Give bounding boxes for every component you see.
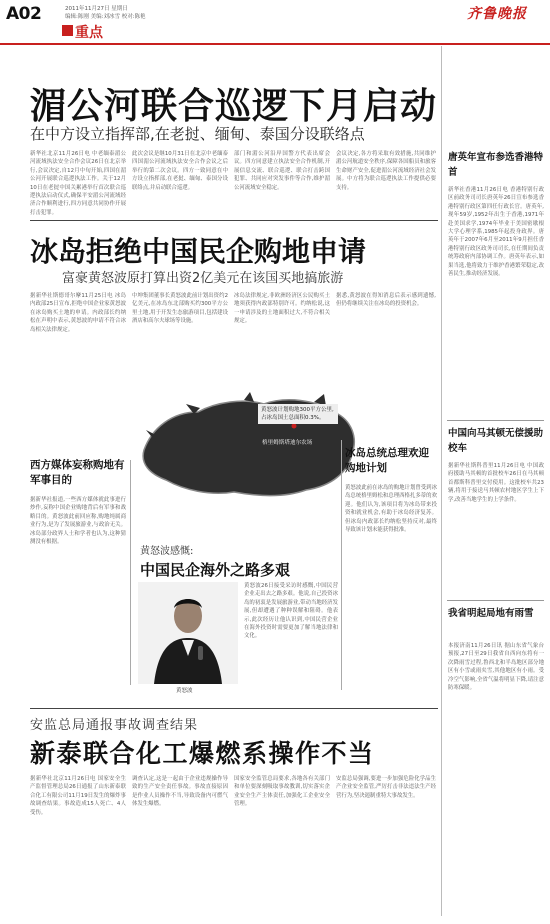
story-iceland-col3: 冰岛法律规定,非欧洲经济区公民购买土地须获得内政部特别许可。约纳松说,这一申请涉及的土地面积过大,不符合相关规定。 — [234, 293, 330, 325]
story-xintai-col2: 调查认定,这是一起由于企业违规操作导致的生产安全责任事故。事故直接原因是作业人员操作不当,导致设备内可燃气体发生爆燃。 — [132, 776, 228, 808]
staff-line: 编辑:陈刚 美编:刘冰雪 校对:陈艳 — [65, 14, 146, 20]
story-xintai-col1: 据新华社北京11月26日电 国家安全生产监督管理总局26日通报了山东新泰联合化工有限公司11月19日发生的爆炸事故调查结果。事故造成15人死亡、4人受伤。 — [30, 776, 126, 816]
page-code: A02 — [6, 4, 42, 24]
sidebox-right-title: 冰岛总统总理欢迎购地计划 — [345, 447, 429, 474]
sidebox-left-title: 西方媒体妄称购地有军事目的 — [30, 459, 125, 486]
sidebar-item3-body: 本报济南11月26日讯 据山东省气象台预报,27日至29日我省自西向东将有一次降雨雪过程,鲁西北和半岛地区部分地区有小雪或雨夹雪,其他地区有小雨。受冷空气影响,全省气温将明显下降,请注意防寒保暖。 — [448, 643, 544, 692]
page-header — [0, 0, 550, 46]
story-iceland-headline: 冰岛拒绝中国民企购地申请 — [30, 235, 367, 268]
story-xintai-col3: 国家安全监管总局要求,各地各有关部门和单位要深刻吸取事故教训,切实落实企业安全生产主体责任,加强化工企业安全管理。 — [234, 776, 330, 808]
section-label: 重点 — [75, 25, 103, 41]
divider-story2 — [30, 708, 438, 709]
story-iceland-col4: 据悉,黄怒波在得知消息后表示感到遗憾,但仍将继续关注在冰岛的投资机会。 — [336, 293, 436, 308]
story-mekong-col4: 会议决定,各方将采取有效措施,共同维护湄公河航道安全秩序,保障各国船员和旅客生命财产安全,促进湄公河流域经济社会发展。中方将为联合巡逻执法工作提供必要支持。 — [336, 151, 436, 191]
story-iceland-col1: 据新华社斯德哥尔摩11月25日电 冰岛内政部25日宣布,拒绝中国企业家黄怒波在冰岛购买土地的申请。内政部长约纳松在声明中表示,黄怒波的申请不符合冰岛相关法律规定。 — [30, 293, 126, 333]
sidebox-right-body: 黄怒波此前在冰岛的购地计划曾受到冰岛总统格里姆松和总理西格扎多蒂的欢迎。他们认为,该项目将为冰岛带来投资和就业机会,有助于冰岛经济复苏。但冰岛内政部长约纳松坚持反对,最终导致该计划未能获得批准。 — [345, 485, 437, 534]
sidebox-right-border — [341, 440, 342, 690]
inset-photo — [138, 582, 238, 684]
inset-kicker: 黄怒波感慨: — [140, 546, 194, 557]
story-mekong-col3: 部门和湄公河沿岸国警方代表出席会议。四方同意建立执法安全合作机制,开展信息交流、联合巡逻、联合打击跨国犯罪、共同应对突发事件等合作,维护湄公河流域安全稳定。 — [234, 151, 330, 191]
inset-body: 黄怒波26日接受采访时感慨,中国民营企业走出去之路多艰。他说,自己投资冰岛的初衷是发展旅游业,带动当地经济发展,但却遭遇了种种误解和阻碍。他表示,此次经历让他认识到,中国民营企业在海外投资时需要更加了解当地法律和文化。 — [244, 583, 338, 640]
story-iceland-subhead: 富豪黄怒波原打算出资2亿美元在该国买地搞旅游 — [62, 271, 344, 286]
sidebar-divider1 — [447, 420, 544, 421]
story-xintai-col4: 安监总局强调,要进一步加强危险化学品生产企业安全监管,严厉打击非法违法生产经营行为,坚决遏制重特大事故发生。 — [336, 776, 436, 799]
story-mekong-subhead: 在中方设立指挥部,在老挝、缅甸、泰国分设联络点 — [30, 125, 365, 143]
portrait-graphic — [138, 582, 238, 684]
divider-story1 — [30, 220, 438, 221]
sidebar-divider2 — [447, 600, 544, 601]
sidebar-item1-body: 新华社香港11月26日电 香港特别行政区前政务司司长唐英年26日宣布参选香港特别行政区第四任行政长官。唐英年,现年59岁,1952年出生于香港,1971年赴美国求学,1974年毕业于美国密歇根大学心理学系,1985年起投身政界。唐英年于2007年6月至2011年9月担任香港特别行政区政务司司长,在任期间负责统筹政府内部协调工作。唐英年表示,如果当选,他将致力于维护香港繁荣稳定,改善民生,推动经济发展。 — [448, 187, 544, 278]
story-mekong-headline: 湄公河联合巡逻下月启动 — [30, 86, 438, 127]
sidebar-item2-title: 中国向马其顿无偿援助校车 — [448, 428, 544, 454]
story-mekong-col2: 此次会议是继10月31日在北京中老缅泰四国湄公河流域执法安全合作会议之后举行的第二次会议。四方一致同意在中方设立指挥部,在老挝、缅甸、泰国分设联络点,并启动联合巡逻。 — [132, 151, 228, 191]
story-iceland-col2: 中坤集团董事长黄怒波此前计划出资约2亿美元,在冰岛东北部购买约300平方公里土地,用于开发生态旅游项目,包括建设酒店和高尔夫球场等设施。 — [132, 293, 228, 325]
story-xintai-kicker: 安监总局通报事故调查结果 — [30, 718, 199, 733]
sidebar-item3-title: 我省明起局地有雨雪 — [448, 608, 534, 619]
map-caption: 黄怒波计划购地300平方公里,占冰岛国土总面积0.3%。 — [258, 404, 338, 424]
section-marker — [62, 25, 73, 36]
sidebox-left-body: 据新华社报道,一些西方媒体就此事进行炒作,妄称中国企业购地背后有军事和战略目的。黄怒波此前回应称,购地纯属商业行为,是为了发展旅游业,与政治无关。冰岛部分政界人士和学者也认为,这种猜测没有根据。 — [30, 497, 126, 546]
sidebar-item2-body: 据新华社斯科普里11月26日电 中国政府援助马其顿的首批校车26日在马其顿首都斯科普里交付使用。这批校车共23辆,将用于接送马其顿农村地区学生上下学,改善当地学生的上学条件。 — [448, 463, 544, 503]
inset-title: 中国民企海外之路多艰 — [140, 561, 291, 579]
story-mekong-col1: 新华社北京11月26日电 中老缅泰湄公河流域执法安全合作会议26日在北京举行,会议决定,自12月中旬开始,四国在湄公河开展联合巡逻执法工作。关于12月10日在老挝中国关累港举行首次联合巡逻执法启动仪式,确保平安湄公河流域经济合作顺利进行,四方同意共同协作开展打击犯罪。 — [30, 151, 126, 216]
header-divider — [0, 43, 550, 45]
sidebar-border — [441, 46, 442, 916]
photo-caption: 黄怒波 — [176, 688, 193, 694]
map-region-label: 格里姆斯塔迪尔农场 — [262, 440, 313, 446]
brand-logo: 齐鲁晚报 — [467, 6, 527, 22]
sidebox-left-border — [130, 460, 131, 685]
story-xintai-headline: 新泰联合化工爆燃系操作不当 — [30, 739, 375, 768]
date-line: 2011年11月27日 星期日 — [65, 6, 128, 12]
sidebar-item1-title: 唐英年宣布参选香港特首 — [448, 152, 544, 178]
